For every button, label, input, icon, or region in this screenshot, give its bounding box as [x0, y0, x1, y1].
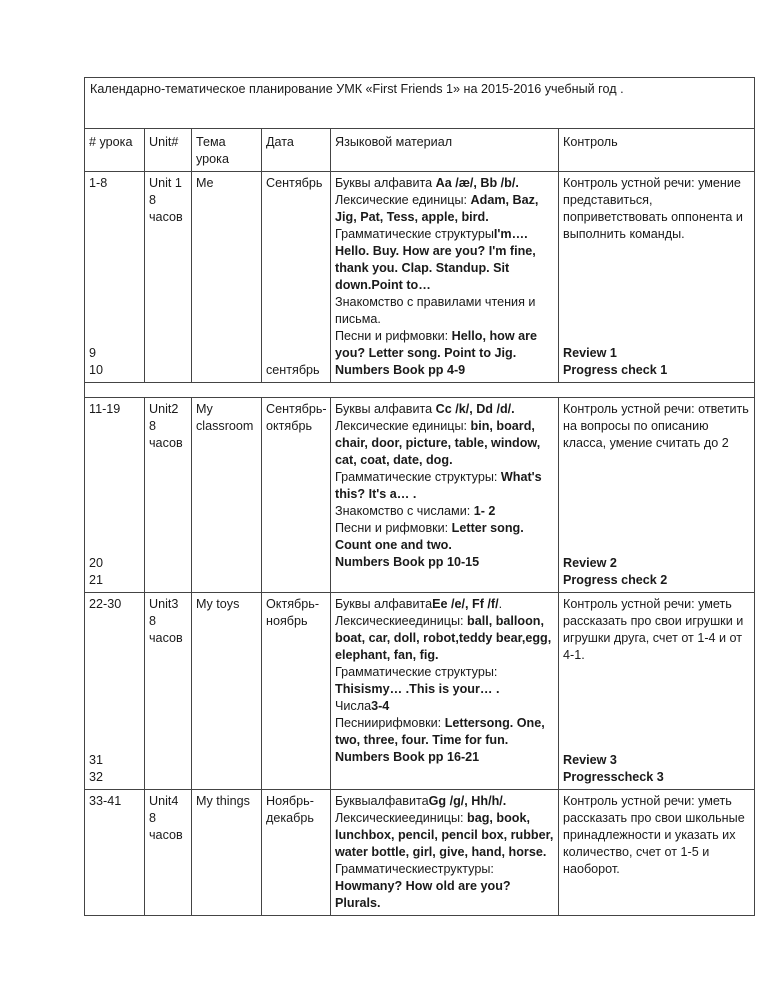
unit-hours-label: часов: [149, 210, 183, 224]
lesson-cell: 33-41: [85, 790, 145, 916]
review-label: Review 1: [563, 346, 617, 360]
document-title: Календарно-тематическое планирование УМК «First Friends 1» на 2015-2016 учебный год .: [85, 78, 755, 129]
unit-cell: [145, 172, 192, 383]
progress-check-label: Progress check 1: [563, 363, 668, 377]
lesson-number: 10: [89, 363, 104, 377]
control-text: Контроль устной речи: умение представиться, поприветствовать оппонента и выполнить команды.: [563, 176, 743, 241]
date-cell: Ноябрь-декабрь: [262, 790, 331, 916]
date-cell: Сентябрь-октябрь: [262, 398, 331, 593]
table-header-row: [85, 129, 755, 172]
lesson-range: 11-19: [89, 402, 121, 416]
topic-cell: My things: [192, 790, 262, 916]
lesson-number: 9: [89, 346, 97, 360]
planning-table: [84, 77, 755, 916]
control-cell: [559, 593, 755, 790]
header-material: Языковой материал: [331, 129, 559, 172]
unit-hours: 8: [149, 193, 157, 207]
control-text: Контроль устной речи: ответить на вопросы по описанию класса, умение считать до 2: [563, 402, 749, 450]
unit-name: Unit 1: [149, 176, 182, 190]
table-row: [85, 790, 755, 916]
unit-hours-label: часов: [149, 828, 183, 842]
material-cell: Буквы алфавитаEe /e/, Ff /f/. Лексическиеединицы: ball, balloon, boat, car, doll, robot,teddy bear,egg, elephant, fan, fig. Грамматические структуры: Thisismy… .This is your… . Числа3-4 Песниирифмовки: Lettersong. One, two, three, four. Time for fun. Numbers Book pp 16-21: [331, 593, 559, 790]
date-review: сентябрь: [266, 363, 320, 377]
unit-name: Unit4: [149, 794, 179, 808]
unit-cell: [145, 398, 192, 593]
table-row: [85, 593, 755, 790]
material-cell: Буквы алфавита Aa /æ/, Bb /b/. Лексические единицы: Adam, Baz, Jig, Pat, Tess, apple, bird. Грамматические структурыI'm…. Hello. Buy. How are you? I'm fine, thank you. Clap. Standup. Sit down.Point to… Знакомство с правилами чтения и письма. Песни и рифмовки: Hello, how are you? Letter song. Point to Jig. Numbers Book pp 4-9: [331, 172, 559, 383]
header-control: Контроль: [559, 129, 755, 172]
table-row: [85, 398, 755, 593]
header-unit: Unit#: [145, 129, 192, 172]
unit-hours: 8: [149, 811, 157, 825]
lesson-cell: [85, 398, 145, 593]
lesson-number: 31: [89, 753, 104, 767]
unit-name: Unit3: [149, 597, 179, 611]
date-cell: Октябрь-ноябрь: [262, 593, 331, 790]
control-cell: [559, 172, 755, 383]
planning-document: [84, 77, 754, 916]
unit-hours-label: часов: [149, 436, 183, 450]
control-text: Контроль устной речи: уметь рассказать про свои игрушки и игрушки друга, счет от 1-4 и от 4-1.: [563, 597, 744, 662]
lesson-cell: [85, 172, 145, 383]
table-row: [85, 172, 755, 383]
date-start: Сентябрь: [266, 176, 323, 190]
lesson-range: 1-8: [89, 176, 108, 190]
progress-check-label: Progresscheck 3: [563, 770, 664, 784]
unit-hours: 8: [149, 614, 157, 628]
topic-cell: My toys: [192, 593, 262, 790]
material-cell: Буквы алфавита Cc /k/, Dd /d/. Лексические единицы: bin, board, chair, door, picture, table, window, cat, coat, date, dog. Грамматические структуры: What's this? It's a… . Знакомство с числами: 1- 2 Песни и рифмовки: Letter song. Count one and two. Numbers Book pp 10-15: [331, 398, 559, 593]
date-cell: [262, 172, 331, 383]
unit-cell: [145, 790, 192, 916]
lesson-number: 21: [89, 573, 104, 587]
topic-cell: Me: [192, 172, 262, 383]
review-label: Review 3: [563, 753, 617, 767]
unit-cell: [145, 593, 192, 790]
unit-hours: 8: [149, 419, 157, 433]
material-cell: БуквыалфавитаGg /g/, Hh/h/. Лексическиеединицы: bag, book, lunchbox, pencil, pencil box, rubber, water bottle, girl, give, hand, horse. Грамматическиеструктуры: Howmany? How old are you? Plurals.: [331, 790, 559, 916]
lesson-cell: [85, 593, 145, 790]
lesson-number: 32: [89, 770, 104, 784]
control-cell: Контроль устной речи: уметь рассказать про свои школьные принадлежности и указать их количество, счет от 1-5 и наоборот.: [559, 790, 755, 916]
header-lesson: # урока: [85, 129, 145, 172]
unit-name: Unit2: [149, 402, 179, 416]
header-date: Дата: [262, 129, 331, 172]
header-topic: Тема урока: [192, 129, 262, 172]
unit-hours-label: часов: [149, 631, 183, 645]
lesson-number: 20: [89, 556, 104, 570]
control-cell: [559, 398, 755, 593]
progress-check-label: Progress check 2: [563, 573, 668, 587]
topic-cell: My classroom: [192, 398, 262, 593]
lesson-range: 22-30: [89, 597, 122, 611]
review-label: Review 2: [563, 556, 617, 570]
